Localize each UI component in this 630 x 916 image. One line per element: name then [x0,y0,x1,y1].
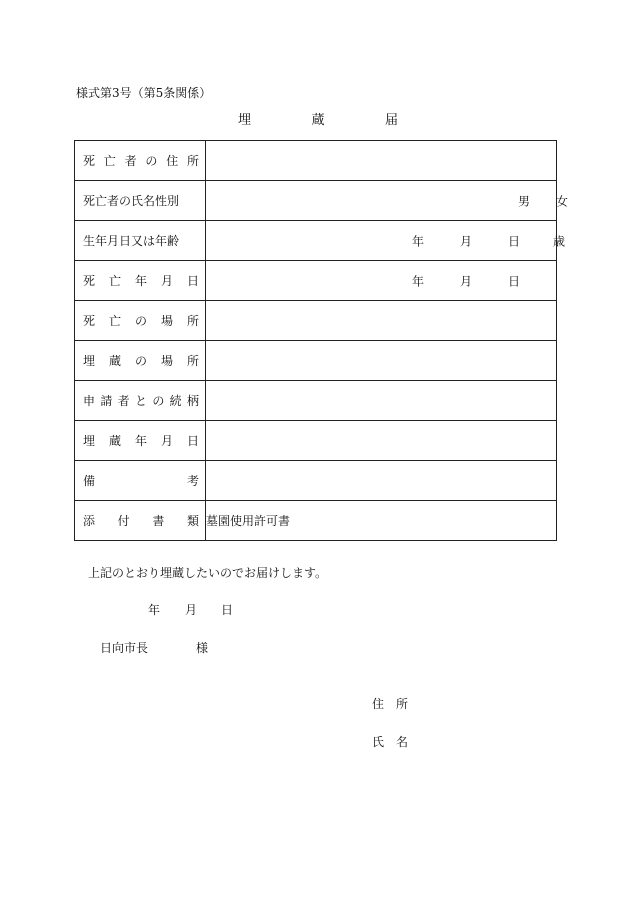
table-row [75,261,557,301]
death-date-field[interactable]: 年 月 日 [206,261,557,301]
deceased-address-field[interactable] [206,141,557,181]
death-place-field[interactable] [206,301,557,341]
table-row [75,181,557,221]
remarks-field[interactable] [206,461,557,501]
table-row [75,421,557,461]
title-char: 届 [384,113,398,128]
table-row [75,141,557,181]
burial-date-field[interactable] [206,421,557,461]
applicant-name-label: 氏 名 [372,735,409,749]
form-title [238,109,398,128]
table-row [75,381,557,421]
relationship-field[interactable] [206,381,557,421]
applicant-address-label: 住 所 [372,697,409,711]
burial-place-field[interactable] [206,341,557,381]
row-label: 備 考 [75,461,206,501]
burial-form-table [74,140,569,541]
statement-text: 上記のとおり埋蔵したいのでお届けします。 [88,566,328,580]
row-label: 添 付 書 類 [75,501,206,541]
sex-male-mark[interactable]: 男 [518,194,531,208]
sex-female-mark[interactable]: 女 [556,194,569,208]
table-row [75,341,557,381]
table-row [75,301,557,341]
row-label: 死亡者の氏名性別 [75,181,206,221]
submission-date: 年 月 日 [148,603,234,617]
title-char: 蔵 [311,113,325,128]
attachments-field[interactable]: 墓園使用許可書 [206,501,557,541]
table-row [75,501,557,541]
form-number: 様式第3号（第5条関係） [76,86,212,100]
addressee: 日向市長 [100,641,149,655]
row-label: 死 亡 者 の 住 所 [75,141,206,181]
row-label: 死 亡 年 月 日 [75,261,206,301]
table-row [75,461,557,501]
row-label: 埋 蔵 の 場 所 [75,341,206,381]
honorific: 様 [196,641,209,655]
row-label: 死 亡 の 場 所 [75,301,206,341]
title-char: 埋 [238,113,252,128]
table-row [75,221,557,261]
deceased-name-sex-field[interactable] [206,181,569,221]
row-label: 生年月日又は年齢 [75,221,206,261]
row-label: 埋 蔵 年 月 日 [75,421,206,461]
birthdate-age-field[interactable]: 年 月 日 歳 [206,221,557,261]
row-label: 申 請 者 と の 続 柄 [75,381,206,421]
